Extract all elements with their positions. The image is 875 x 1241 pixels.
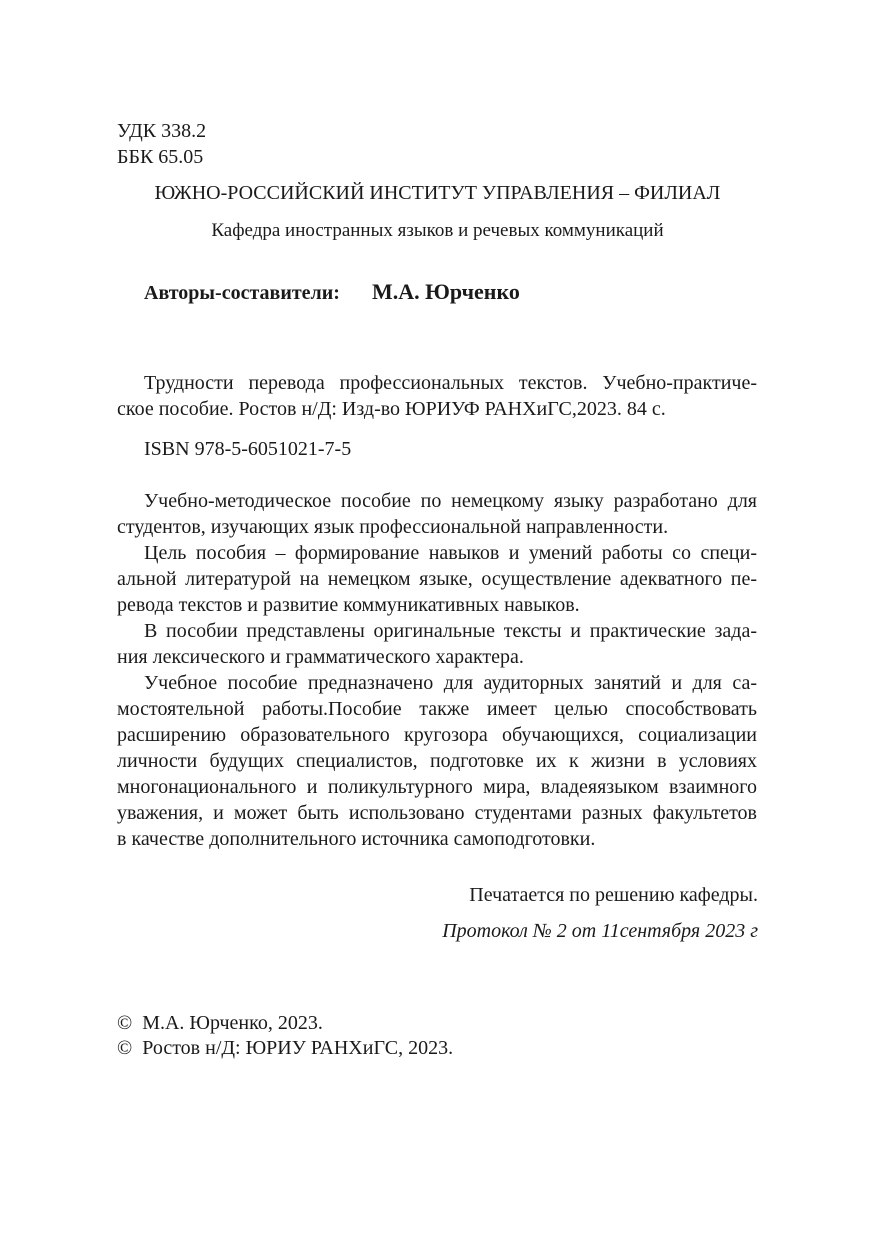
department-name: Кафедра иностранных языков и речевых коммуникаций — [211, 220, 664, 241]
annotation-line: альной литературой на немецком языке, осуществление адекватного пе- — [117, 568, 757, 590]
copyright-publisher: © Ростов н/Д: ЮРИУ РАНХиГС, 2023. — [117, 1037, 454, 1059]
copyright-author: © М.А. Юрченко, 2023. — [117, 1012, 323, 1034]
annotation-line: ния лексического и грамматического характера. — [117, 646, 524, 668]
annotation-line: в качестве дополнительного источника самоподготовки. — [117, 828, 596, 850]
approval-decision: Печатается по решению кафедры. — [469, 884, 758, 906]
annotation-line: мостоятельной работы.Пособие также имеет целью способствовать — [117, 698, 757, 720]
approval-protocol: Протокол № 2 от 11сентября 2023 г — [442, 920, 758, 942]
annotation-line: расширению образовательного кругозора обучающихся, социализации — [117, 724, 757, 746]
bbk-code: ББК 65.05 — [117, 146, 204, 168]
citation-block — [117, 370, 757, 422]
citation-line: Трудности перевода профессиональных текстов. Учебно-практиче- — [144, 372, 757, 394]
annotation-line: Учебно-методическое пособие по немецкому языку разработано для — [144, 490, 757, 512]
annotation-line: уважения, и может быть использовано студентами разных факультетов — [117, 802, 757, 824]
annotation-line: многонационального и поликультурного мира, владеяязыком взаимного — [117, 776, 757, 798]
annotation-line: Цель пособия – формирование навыков и умений работы со специ- — [144, 542, 757, 564]
annotation-block — [117, 488, 757, 852]
annotation-line: студентов, изучающих язык профессиональной направленности. — [117, 516, 669, 538]
authors-label: Авторы-составители: — [144, 282, 340, 304]
authors-name: М.А. Юрченко — [372, 279, 520, 304]
citation-line: ское пособие. Ростов н/Д: Изд-во ЮРИУФ РАНХиГС,2023. 84 с. — [117, 398, 666, 420]
annotation-line: В пособии представлены оригинальные тексты и практические зада- — [144, 620, 757, 642]
institution-name: ЮЖНО-РОССИЙСКИЙ ИНСТИТУТ УПРАВЛЕНИЯ – ФИЛИАЛ — [154, 182, 721, 204]
udk-code: УДК 338.2 — [117, 120, 207, 142]
annotation-line: Учебное пособие предназначено для аудиторных занятий и для са- — [144, 672, 757, 694]
annotation-line: ревода текстов и развитие коммуникативных навыков. — [117, 594, 580, 616]
isbn: ISBN 978-5-6051021-7-5 — [144, 438, 352, 460]
annotation-line: личности будущих специалистов, подготовке их к жизни в условиях — [117, 750, 757, 772]
